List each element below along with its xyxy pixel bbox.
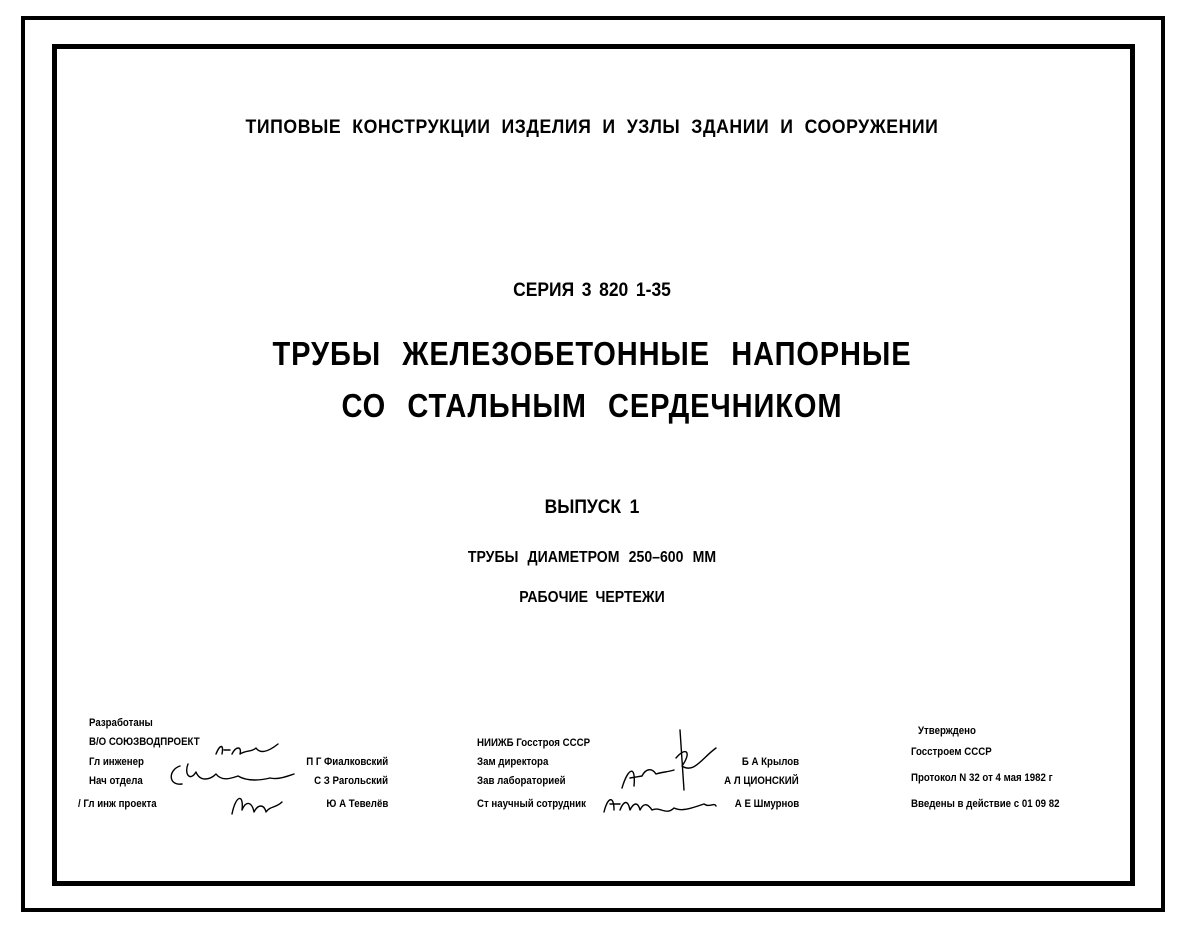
role-head-of-department: Нач отдела [89, 775, 143, 787]
role-chief-engineer: Гл инженер [89, 756, 144, 768]
series-code: СЕРИЯ 3 820 1-35 [513, 280, 671, 301]
name-krylov: Б А Крылов [741, 756, 799, 768]
title-line-1: ТРУБЫ ЖЕЛЕЗОБЕТОННЫЕ НАПОРНЫЕ [272, 335, 912, 372]
signature-ragolsky [166, 760, 306, 794]
role-senior-researcher: Ст научный сотрудник [477, 798, 586, 810]
signature-tevelev [226, 790, 286, 820]
name-fialkovsky: П Г Фиалковский [305, 756, 388, 768]
subtitle-diameter: ТРУБЫ ДИАМЕТРОМ 250–600 ММ [467, 549, 717, 566]
name-tsionsky: А Л ЦИОНСКИЙ [724, 775, 799, 787]
approval-protocol: Протокол N 32 от 4 мая 1982 г [911, 772, 1053, 784]
approval-heading: Утверждено [918, 725, 976, 737]
approval-introduced: Введены в действие с 01 09 82 [911, 798, 1060, 810]
issue-number: ВЫПУСК 1 [544, 497, 640, 518]
approval-org: Госстроем СССР [911, 746, 992, 758]
name-tevelev: Ю А Тевелёв [326, 798, 388, 810]
signature-shmurnov [600, 790, 720, 824]
series-title: ТИПОВЫЕ КОНСТРУКЦИИ ИЗДЕЛИЯ И УЗЛЫ ЗДАНИИ И СООРУЖЕНИИ [245, 117, 939, 138]
role-chief-project-engineer: / Гл инж проекта [78, 798, 157, 810]
title-line-2: СО СТАЛЬНЫМ СЕРДЕЧНИКОМ [341, 387, 843, 424]
signature-krylov-tsionsky [612, 728, 722, 798]
name-shmurnov: А Е Шмурнов [734, 798, 799, 810]
role-head-of-laboratory: Зав лабораторией [477, 775, 566, 787]
developers-org: В/О СОЮЗВОДПРОЕКТ [89, 736, 200, 748]
developers-heading: Разработаны [89, 717, 153, 729]
subtitle-working-drawings: РАБОЧИЕ ЧЕРТЕЖИ [519, 589, 665, 606]
role-deputy-director: Зам директора [477, 756, 549, 768]
institute-org: НИИЖБ Госстроя СССР [477, 737, 591, 749]
name-ragolsky: С З Рагольский [314, 775, 388, 787]
